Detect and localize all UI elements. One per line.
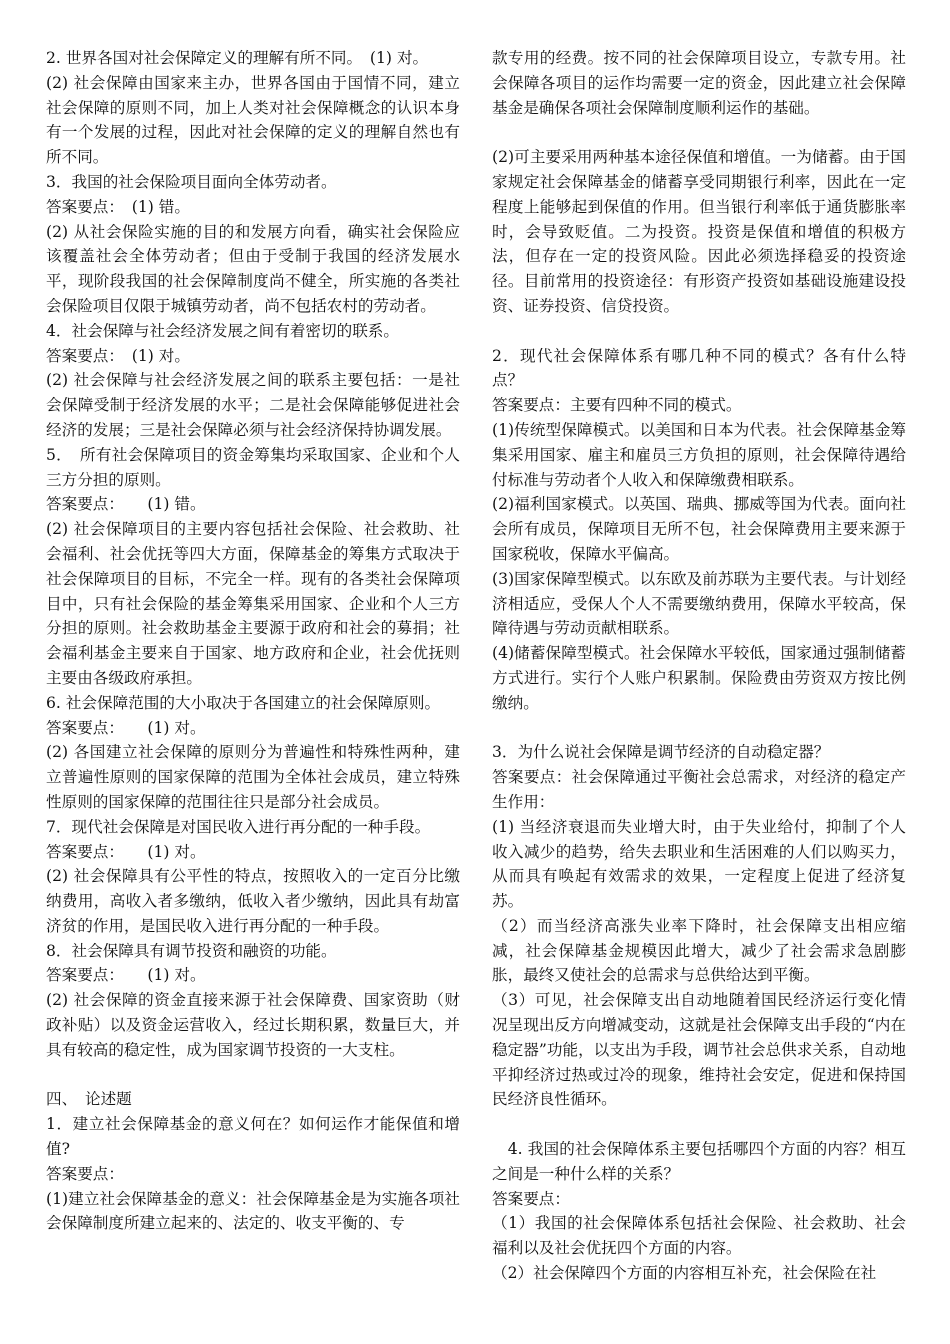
right-column xyxy=(492,46,906,1286)
left-paragraph: 5． 所有社会保障项目的资金筹集均采取国家、企业和个人三方分担的原则。 xyxy=(46,445,460,489)
left-paragraph: (2) 社会保障具有公平性的特点，按照收入的一定百分比缴纳费用，高收入者多缴纳，低收入者少缴纳，因此具有劫富济贫的作用，是国民收入进行再分配的一种手段。 xyxy=(46,867,460,935)
right-paragraph: (4)储蓄保障型模式。社会保障水平较低，国家通过强制储蓄方式进行。实行个人账户积累制。保险费由劳资双方按比例缴纳。 xyxy=(492,644,906,712)
left-paragraph: 8．社会保障具有调节投资和融资的功能。 xyxy=(46,941,337,960)
right-paragraph: （3）可见，社会保障支出自动地随着国民经济运行变化情况呈现出反方向增减变动，这就是社会保障支出手段的“内在稳定器”功能，以支出为手段，调节社会总供求关系，自动地平抑经济过热或过冷的现象，维持社会安定，促进和保持国民经济良性循环。 xyxy=(492,991,906,1109)
left-column xyxy=(46,46,460,1236)
right-paragraph: 答案要点： xyxy=(492,1189,570,1208)
left-blank-line xyxy=(46,1063,460,1088)
right-blank-line xyxy=(492,716,906,741)
right-paragraph: 答案要点：社会保障通过平衡社会总需求，对经济的稳定产生作用： xyxy=(492,768,906,811)
right-paragraph: （1）我国的社会保障体系包括社会保险、社会救助、社会福利以及社会优抚四个方面的内容。 xyxy=(492,1214,906,1258)
right-paragraph: 3．为什么说社会保障是调节经济的自动稳定器？ xyxy=(492,743,830,762)
right-paragraph: 答案要点：主要有四种不同的模式。 xyxy=(492,396,742,415)
left-paragraph: 1．建立社会保障基金的意义何在？如何运作才能保值和增值? xyxy=(46,1115,460,1159)
left-paragraph: 答案要点： (1) 对。 xyxy=(46,346,190,365)
left-paragraph: 答案要点： (1) 对。 xyxy=(46,842,206,861)
right-blank-line xyxy=(492,319,906,344)
left-paragraph: (2) 从社会保险实施的目的和发展方向看，确实社会保险应该覆盖社会全体劳动者；但由于受制于我国的经济发展水平，现阶段我国的社会保障制度尚不健全，所实施的各类社会保险项目仅限于城镇劳动者，尚不包括农村的劳动者。 xyxy=(46,222,460,315)
left-paragraph: 2. 世界各国对社会保障定义的理解有所不同。 (1) 对。 xyxy=(46,49,429,67)
right-paragraph: (2)可主要采用两种基本途径保值和增值。一为储蓄。由于国家规定社会保障基金的储蓄享受同期银行利率，因此在一定程度上能够起到保值的作用。但当银行利率低于通货膨胀率时，会导致贬值。二为投资。投资是保值和增值的积极方法，但存在一定的投资风险。因此必须选择稳妥的投资途径。目前常用的投资途径：有形资产投资如基础设施建设投资、证券投资、信贷投资。 xyxy=(492,148,906,315)
right-paragraph: 款专用的经费。按不同的社会保障项目设立，专款专用。社会保障各项目的运作均需要一定的资金，因此建立社会保障基金是确保各项社会保障制度顺利运作的基础。 xyxy=(492,49,906,117)
left-paragraph: 答案要点： (1) 对。 xyxy=(46,718,206,737)
right-blank-line xyxy=(492,120,906,145)
right-blank-line xyxy=(492,1112,906,1137)
right-paragraph: 2．现代社会保障体系有哪几种不同的模式？各有什么特点？ xyxy=(492,346,906,390)
left-paragraph: 答案要点： (1) 对。 xyxy=(46,966,206,985)
right-paragraph: 4. 我国的社会保障体系主要包括哪四个方面的内容？相互之间是一种什么样的关系？ xyxy=(492,1140,906,1183)
left-paragraph: 6. 社会保障范围的大小取决于各国建立的社会保障原则。 xyxy=(46,693,441,712)
left-paragraph: (1)建立社会保障基金的意义：社会保障基金是为实施各项社会保障制度所建立起来的、法定的、收支平衡的、专 xyxy=(46,1189,460,1233)
left-paragraph: 答案要点： (1) 错。 xyxy=(46,495,206,514)
left-paragraph: 3．我国的社会保险项目面向全体劳动者。 xyxy=(46,172,337,191)
right-paragraph: (2)福利国家模式。以英国、瑞典、挪威等国为代表。面向社会所有成员，保障项目无所不包，社会保障费用主要来源于国家税收，保障水平偏高。 xyxy=(492,495,906,563)
left-paragraph: 7．现代社会保障是对国民收入进行再分配的一种手段。 xyxy=(46,817,431,836)
right-paragraph: (1)传统型保障模式。以美国和日本为代表。社会保障基金筹集采用国家、雇主和雇员三方负担的原则，社会保障待遇给付标准与劳动者个人收入和保障缴费相联系。 xyxy=(492,420,906,489)
left-paragraph: (2) 社会保障由国家来主办，世界各国由于国情不同，建立社会保障的原则不同，加上人类对社会保障概念的认识本身有一个发展的过程，因此对社会保障的定义的理解自然也有所不同。 xyxy=(46,73,460,167)
left-paragraph: 4．社会保障与社会经济发展之间有着密切的联系。 xyxy=(46,321,399,340)
left-paragraph: (2) 社会保障的资金直接来源于社会保障费、国家资助（财政补贴）以及资金运营收入，经过长期积累，数量巨大，并具有较高的稳定性，成为国家调节投资的一大支柱。 xyxy=(46,991,460,1059)
right-paragraph: （2）社会保障四个方面的内容相互补充，社会保险在社 xyxy=(492,1264,877,1283)
right-paragraph: （2）而当经济高涨失业率下降时，社会保障支出相应缩减，社会保障基金规模因此增大，减少了社会需求急剧膨胀，最终又使社会的总需求与总供给达到平衡。 xyxy=(492,916,906,985)
left-paragraph: (2) 社会保障与社会经济发展之间的联系主要包括：一是社会保障受制于经济发展的水平；二是社会保障能够促进社会经济的发展；三是社会保障必须与社会经济保持协调发展。 xyxy=(46,371,460,439)
left-paragraph: (2) 社会保障项目的主要内容包括社会保险、社会救助、社会福利、社会优抚等四大方面，保障基金的筹集方式取决于社会保障项目的目标，不完全一样。现有的各类社会保障项目中，只有社会保险的基金筹集采用国家、企业和个人三方分担的原则。社会救助基金主要源于政府和社会的募捐；社会福利基金主要来自于国家、地方政府和企业，社会优抚则主要由各级政府承担。 xyxy=(46,520,460,687)
left-paragraph: 答案要点： (1) 错。 xyxy=(46,197,190,216)
left-paragraph: (2) 各国建立社会保障的原则分为普遍性和特殊性两种，建立普遍性原则的国家保障的范围为全体社会成员，建立特殊性原则的国家保障的范围往往只是部分社会成员。 xyxy=(46,743,460,811)
right-paragraph: (1) 当经济衰退而失业增大时，由于失业给付，抑制了个人收入减少的趋势，给失去职业和生活困难的人们以购买力，从而具有唤起有效需求的效果，一定程度上促进了经济复苏。 xyxy=(492,817,906,911)
left-paragraph: 四、 论述题 xyxy=(46,1090,132,1109)
right-paragraph: (3)国家保障型模式。以东欧及前苏联为主要代表。与计划经济相适应，受保人个人不需要缴纳费用，保障水平较高，保障待遇与劳动贡献相联系。 xyxy=(492,569,906,638)
left-paragraph: 答案要点： xyxy=(46,1164,124,1183)
